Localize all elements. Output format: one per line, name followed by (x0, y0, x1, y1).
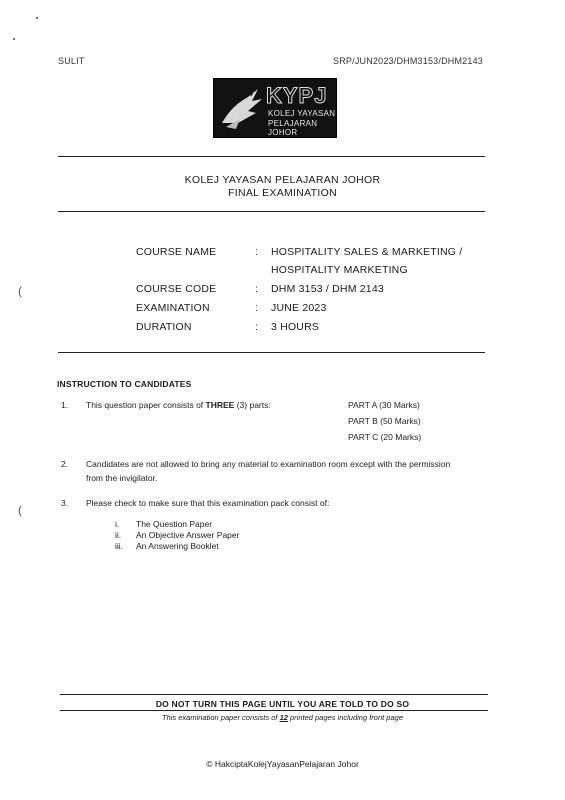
instruction-1-number: 1. (61, 400, 69, 410)
instruction-1-text-a: This question paper consists of (86, 400, 206, 410)
course-name-value-cont: HOSPITALITY MARKETING (271, 264, 408, 276)
logo-line-1: KOLEJ YAYASAN (268, 109, 336, 118)
pack-item-question-paper: The Question Paper (136, 519, 213, 529)
colon: : (255, 283, 259, 295)
course-code-label: COURSE CODE (136, 283, 217, 295)
examination-label: EXAMINATION (136, 302, 210, 314)
duration-value: 3 HOURS (271, 321, 320, 333)
instructions-heading: INSTRUCTION TO CANDIDATES (57, 379, 192, 389)
eagle-emblem-icon (218, 83, 264, 133)
instruction-1-text-b: (3) parts: (234, 400, 271, 410)
instruction-1-text-bold: THREE (205, 400, 235, 410)
divider (60, 710, 488, 711)
examination-value: JUNE 2023 (271, 302, 327, 314)
college-logo (213, 78, 337, 138)
pack-item-objective-answer-paper: An Objective Answer Paper (136, 530, 240, 540)
header-reference-code: SRP/JUN2023/DHM3153/DHM2143 (333, 56, 483, 66)
instruction-2-line-2: from the invigilator. (86, 473, 158, 483)
copyright-notice: © HakciptaKolejYayasanPelajaran Johor (206, 759, 359, 769)
part-b-marks: PART B (50 Marks) (348, 416, 421, 426)
course-name-label: COURSE NAME (136, 246, 217, 258)
page-count-note (0, 713, 565, 722)
instruction-2-line-1: Candidates are not allowed to bring any material to examination room except with the permission (86, 459, 451, 469)
exam-type: FINAL EXAMINATION (228, 187, 337, 199)
pack-item-number: iii. (115, 541, 124, 551)
instruction-3-text: Please check to make sure that this examination pack consist of: (86, 498, 330, 508)
page-count-note-b: printed pages including front page (287, 713, 403, 722)
page-count-note-a: This examination paper consists of (162, 713, 280, 722)
duration-label: DURATION (136, 321, 192, 333)
punch-hole-mark: ( (18, 284, 22, 298)
pack-item-number: i. (115, 519, 120, 529)
divider (60, 694, 488, 695)
colon: : (255, 246, 259, 258)
instruction-3-number: 3. (61, 498, 69, 508)
logo-text: KYPJ (266, 83, 328, 108)
course-code-value: DHM 3153 / DHM 2143 (271, 283, 384, 295)
course-name-value: HOSPITALITY SALES & MARKETING / (271, 246, 463, 258)
colon: : (255, 321, 259, 333)
scan-speck (13, 38, 15, 40)
colon: : (255, 302, 259, 314)
page-count-number: 12 (279, 713, 288, 722)
instruction-2-number: 2. (61, 459, 69, 469)
part-a-marks: PART A (30 Marks) (348, 400, 420, 410)
pack-item-number: ii. (115, 530, 122, 540)
part-c-marks: PART C (20 Marks) (348, 432, 422, 442)
pack-item-answering-booklet: An Answering Booklet (136, 541, 219, 551)
divider (58, 211, 485, 212)
punch-hole-mark: ( (18, 503, 22, 517)
divider (58, 156, 485, 157)
institution-name: KOLEJ YAYASAN PELAJARAN JOHOR (184, 174, 381, 186)
divider (58, 352, 485, 353)
scan-speck (36, 17, 38, 19)
header-classification: SULIT (58, 56, 85, 66)
logo-line-2: PELAJARAN JOHOR (268, 119, 318, 137)
instruction-1-text (86, 400, 271, 410)
do-not-turn-warning: DO NOT TURN THIS PAGE UNTIL YOU ARE TOLD TO DO SO (155, 699, 410, 709)
